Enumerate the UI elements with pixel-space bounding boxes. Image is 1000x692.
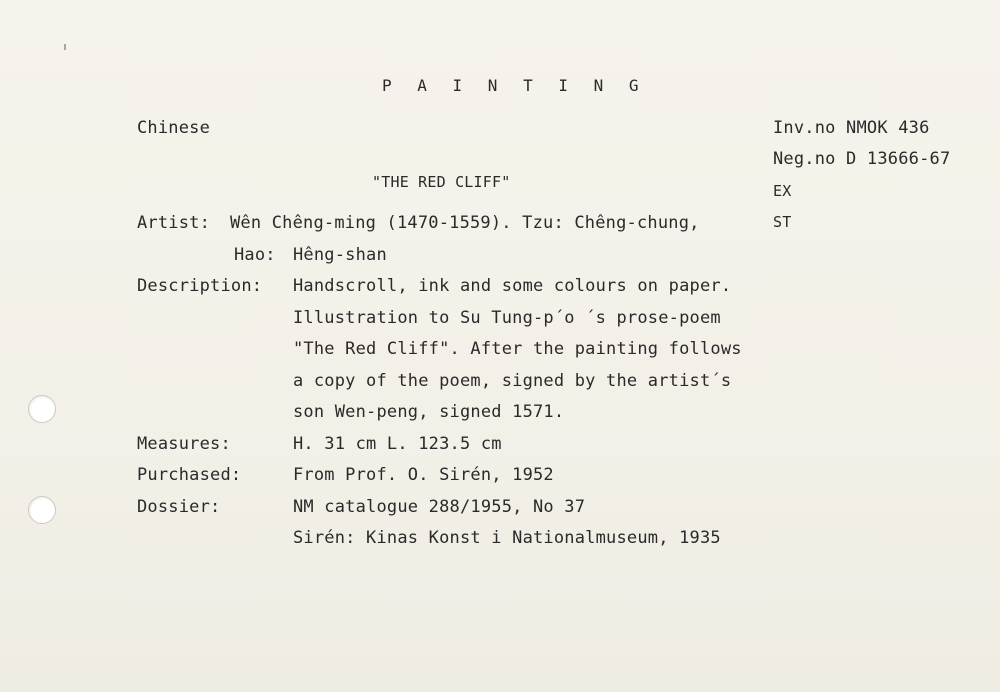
punch-hole bbox=[28, 395, 56, 423]
category: Chinese bbox=[137, 118, 211, 138]
description-line: Illustration to Su Tung-p´o ´s prose-poem bbox=[293, 308, 721, 328]
purchased-value: From Prof. O. Sirén, 1952 bbox=[293, 465, 554, 485]
negative-number: Neg.no D 13666-67 bbox=[773, 149, 951, 169]
description-line: "The Red Cliff". After the painting follows bbox=[293, 339, 742, 359]
description-line: son Wen-peng, signed 1571. bbox=[293, 402, 565, 422]
code-st: ST bbox=[773, 213, 792, 231]
artist-label: Artist: bbox=[137, 213, 211, 233]
dossier-line: Sirén: Kinas Konst i Nationalmuseum, 1935 bbox=[293, 528, 721, 548]
description-line: a copy of the poem, signed by the artist´s bbox=[293, 371, 732, 391]
card-heading: P A I N T I N G bbox=[382, 76, 647, 95]
paper-mark bbox=[64, 44, 66, 50]
code-ex: EX bbox=[773, 182, 792, 200]
hao-label: Hao: bbox=[234, 245, 276, 265]
inventory-number: Inv.no NMOK 436 bbox=[773, 118, 930, 138]
description-line: Handscroll, ink and some colours on paper. bbox=[293, 276, 732, 296]
painting-title: "THE RED CLIFF" bbox=[372, 173, 511, 191]
description-label: Description: bbox=[137, 276, 263, 296]
artist-value: Wên Chêng-ming (1470-1559). Tzu: Chêng-chung, bbox=[230, 213, 700, 233]
dossier-line: NM catalogue 288/1955, No 37 bbox=[293, 497, 586, 517]
dossier-label: Dossier: bbox=[137, 497, 221, 517]
purchased-label: Purchased: bbox=[137, 465, 242, 485]
punch-hole bbox=[28, 496, 56, 524]
measures-label: Measures: bbox=[137, 434, 231, 454]
hao-value: Hêng-shan bbox=[293, 245, 387, 265]
measures-value: H. 31 cm L. 123.5 cm bbox=[293, 434, 502, 454]
